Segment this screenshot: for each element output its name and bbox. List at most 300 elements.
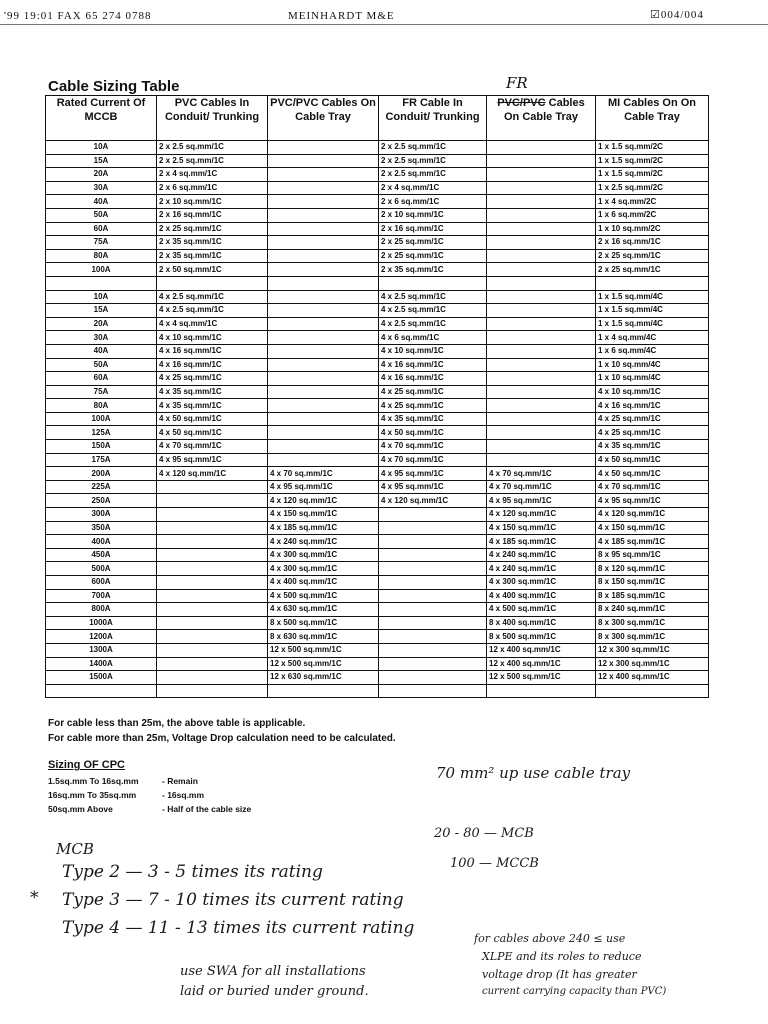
- cable-size-cell: 4 x 25 sq.mm/1C: [596, 426, 709, 440]
- cable-size-cell: 1 x 1.5 sq.mm/4C: [596, 304, 709, 318]
- cable-size-cell: [157, 276, 268, 290]
- cable-size-cell: [268, 208, 379, 222]
- rating-cell: 150A: [46, 440, 157, 454]
- rating-cell: 40A: [46, 195, 157, 209]
- cable-size-cell: 4 x 150 sq.mm/1C: [268, 508, 379, 522]
- cable-size-cell: [268, 304, 379, 318]
- fax-company: MEINHARDT M&E: [288, 10, 395, 22]
- table-row: [46, 657, 709, 671]
- cable-size-cell: [379, 521, 487, 535]
- cable-size-cell: 8 x 240 sq.mm/1C: [596, 603, 709, 617]
- cpc-rule: - Half of the cable size: [162, 804, 252, 814]
- cable-size-cell: 1 x 10 sq.mm/4C: [596, 372, 709, 386]
- cable-size-cell: 2 x 10 sq.mm/1C: [157, 195, 268, 209]
- cable-size-cell: 4 x 10 sq.mm/1C: [379, 344, 487, 358]
- cable-size-cell: 4 x 95 sq.mm/1C: [379, 467, 487, 481]
- cable-size-cell: [268, 344, 379, 358]
- rating-cell: 1300A: [46, 643, 157, 657]
- cable-size-cell: 12 x 500 sq.mm/1C: [487, 671, 596, 685]
- cable-size-cell: [487, 453, 596, 467]
- cable-size-cell: 12 x 400 sq.mm/1C: [596, 671, 709, 685]
- cable-size-cell: 4 x 630 sq.mm/1C: [268, 603, 379, 617]
- rating-cell: 75A: [46, 385, 157, 399]
- cable-size-cell: [379, 535, 487, 549]
- cpc-heading: Sizing OF CPC: [48, 759, 125, 771]
- cable-size-cell: 1 x 1.5 sq.mm/4C: [596, 317, 709, 331]
- cable-size-cell: 2 x 2.5 sq.mm/1C: [379, 168, 487, 182]
- cable-size-cell: 4 x 185 sq.mm/1C: [487, 535, 596, 549]
- rating-cell: 500A: [46, 562, 157, 576]
- rating-cell: 1400A: [46, 657, 157, 671]
- table-row: [46, 141, 709, 155]
- cable-size-cell: [268, 181, 379, 195]
- cpc-range: 16sq.mm To 35sq.mm: [48, 790, 137, 800]
- cable-size-cell: 4 x 35 sq.mm/1C: [596, 440, 709, 454]
- cable-size-cell: 4 x 10 sq.mm/1C: [157, 331, 268, 345]
- fax-page-number: ☑004/004: [650, 9, 704, 21]
- cable-size-cell: 4 x 95 sq.mm/1C: [268, 480, 379, 494]
- cable-size-cell: [268, 426, 379, 440]
- rating-cell: 100A: [46, 263, 157, 277]
- handwritten-xlpe-1: for cables above 240 ≤ use: [474, 932, 626, 945]
- cable-size-cell: [157, 508, 268, 522]
- cable-size-cell: 4 x 6 sq.mm/1C: [379, 331, 487, 345]
- cpc-rule: - Remain: [162, 776, 198, 786]
- cable-size-cell: [487, 208, 596, 222]
- table-row: [46, 412, 709, 426]
- cable-size-cell: 1 x 1.5 sq.mm/2C: [596, 154, 709, 168]
- table-row: [46, 643, 709, 657]
- cable-size-cell: 4 x 150 sq.mm/1C: [596, 521, 709, 535]
- cable-size-cell: 4 x 10 sq.mm/1C: [596, 385, 709, 399]
- cable-size-cell: 4 x 50 sq.mm/1C: [157, 412, 268, 426]
- cable-size-cell: 4 x 2.5 sq.mm/1C: [157, 290, 268, 304]
- cpc-row: [48, 776, 198, 786]
- cable-size-cell: [157, 657, 268, 671]
- cable-size-cell: 2 x 6 sq.mm/1C: [157, 181, 268, 195]
- table-row: [46, 453, 709, 467]
- cable-size-cell: [487, 684, 596, 698]
- cable-size-cell: [268, 412, 379, 426]
- cable-size-cell: 4 x 300 sq.mm/1C: [487, 576, 596, 590]
- cable-size-cell: [379, 657, 487, 671]
- table-row: [46, 344, 709, 358]
- cable-sizing-table: [45, 95, 709, 698]
- table-row: [46, 249, 709, 263]
- cable-size-cell: [157, 671, 268, 685]
- cable-size-cell: 4 x 240 sq.mm/1C: [487, 562, 596, 576]
- cable-size-cell: [487, 304, 596, 318]
- header-pvc-conduit: PVC Cables In Conduit/ Trunking: [157, 96, 268, 141]
- table-row: [46, 181, 709, 195]
- cable-size-cell: [379, 576, 487, 590]
- handwritten-mcb-range: 20 - 80 — MCB: [434, 826, 534, 841]
- cable-size-cell: [487, 154, 596, 168]
- cable-size-cell: 2 x 2.5 sq.mm/1C: [157, 154, 268, 168]
- header-pvc-tray: PVC/PVC Cables On Cable Tray: [268, 96, 379, 141]
- cable-size-cell: 2 x 2.5 sq.mm/1C: [157, 141, 268, 155]
- cable-size-cell: 4 x 120 sq.mm/1C: [596, 508, 709, 522]
- struck-text: PVC/PVC: [497, 97, 546, 109]
- table-row: [46, 195, 709, 209]
- cable-size-cell: [379, 643, 487, 657]
- cable-size-cell: 4 x 500 sq.mm/1C: [487, 603, 596, 617]
- rating-cell: 400A: [46, 535, 157, 549]
- handwritten-swa-2: laid or buried under ground.: [180, 984, 369, 999]
- cable-size-cell: 1 x 6 sq.mm/2C: [596, 208, 709, 222]
- cable-size-cell: 4 x 120 sq.mm/1C: [157, 467, 268, 481]
- cable-size-cell: [157, 480, 268, 494]
- cable-size-cell: [379, 276, 487, 290]
- table-row: [46, 317, 709, 331]
- rating-cell: 20A: [46, 317, 157, 331]
- cable-size-cell: 2 x 25 sq.mm/1C: [157, 222, 268, 236]
- cable-size-cell: 12 x 300 sq.mm/1C: [596, 643, 709, 657]
- fr-annotation: FR: [506, 74, 528, 92]
- rating-cell: [46, 276, 157, 290]
- rating-cell: 60A: [46, 372, 157, 386]
- cable-size-cell: 4 x 16 sq.mm/1C: [379, 358, 487, 372]
- cable-size-cell: 1 x 10 sq.mm/4C: [596, 358, 709, 372]
- rating-cell: 100A: [46, 412, 157, 426]
- rating-cell: 450A: [46, 548, 157, 562]
- cable-size-cell: 4 x 35 sq.mm/1C: [157, 385, 268, 399]
- cable-size-cell: [487, 222, 596, 236]
- table-row: [46, 521, 709, 535]
- cable-size-cell: [157, 548, 268, 562]
- cable-size-cell: 4 x 300 sq.mm/1C: [268, 548, 379, 562]
- table-row: [46, 154, 709, 168]
- note-short-cable: For cable less than 25m, the above table is applicable.: [48, 718, 306, 729]
- table-row: [46, 168, 709, 182]
- rating-cell: 225A: [46, 480, 157, 494]
- cable-size-cell: [157, 643, 268, 657]
- cable-size-cell: 4 x 500 sq.mm/1C: [268, 589, 379, 603]
- cable-size-cell: [157, 562, 268, 576]
- table-row: [46, 440, 709, 454]
- cable-size-cell: 2 x 35 sq.mm/1C: [379, 263, 487, 277]
- cable-size-cell: 4 x 70 sq.mm/1C: [596, 480, 709, 494]
- cable-size-cell: [268, 276, 379, 290]
- cable-size-cell: [379, 630, 487, 644]
- cable-size-cell: 1 x 10 sq.mm/2C: [596, 222, 709, 236]
- cable-size-cell: 4 x 120 sq.mm/1C: [268, 494, 379, 508]
- header-rated-current: Rated Current Of MCCB: [46, 96, 157, 141]
- rating-cell: 250A: [46, 494, 157, 508]
- handwritten-type4: Type 4 — 11 - 13 times its current rating: [62, 918, 415, 938]
- cable-size-cell: 1 x 2.5 sq.mm/2C: [596, 181, 709, 195]
- cable-size-cell: [268, 249, 379, 263]
- cable-size-cell: [157, 535, 268, 549]
- cable-size-cell: [487, 317, 596, 331]
- cable-size-cell: [157, 603, 268, 617]
- rating-cell: 10A: [46, 290, 157, 304]
- cable-size-cell: 2 x 4 sq.mm/1C: [157, 168, 268, 182]
- rating-cell: 15A: [46, 304, 157, 318]
- table-row: [46, 603, 709, 617]
- cable-size-cell: 4 x 185 sq.mm/1C: [596, 535, 709, 549]
- table-row: [46, 426, 709, 440]
- table-row: [46, 358, 709, 372]
- fax-sender-line: '99 19:01 FAX 65 274 0788: [4, 10, 152, 22]
- rating-cell: 80A: [46, 399, 157, 413]
- cable-size-cell: 8 x 120 sq.mm/1C: [596, 562, 709, 576]
- cable-size-cell: [268, 222, 379, 236]
- cable-size-cell: [487, 372, 596, 386]
- rating-cell: 50A: [46, 358, 157, 372]
- cable-size-cell: [268, 440, 379, 454]
- cable-size-cell: [487, 249, 596, 263]
- rating-cell: 40A: [46, 344, 157, 358]
- cable-size-cell: 4 x 185 sq.mm/1C: [268, 521, 379, 535]
- cable-size-cell: 4 x 95 sq.mm/1C: [379, 480, 487, 494]
- cable-size-cell: 4 x 25 sq.mm/1C: [379, 399, 487, 413]
- header-mi-tray: MI Cables On On Cable Tray: [596, 96, 709, 141]
- cable-size-cell: [268, 141, 379, 155]
- cable-size-cell: [487, 440, 596, 454]
- table-row: [46, 684, 709, 698]
- cable-size-cell: 1 x 1.5 sq.mm/4C: [596, 290, 709, 304]
- cable-size-cell: 4 x 2.5 sq.mm/1C: [379, 304, 487, 318]
- cable-size-cell: [487, 141, 596, 155]
- cable-size-cell: [379, 589, 487, 603]
- cable-size-cell: [379, 508, 487, 522]
- table-row: [46, 576, 709, 590]
- cable-size-cell: 12 x 500 sq.mm/1C: [268, 657, 379, 671]
- cable-size-cell: 12 x 300 sq.mm/1C: [596, 657, 709, 671]
- cable-size-cell: 4 x 70 sq.mm/1C: [487, 480, 596, 494]
- cable-size-cell: 2 x 4 sq.mm/1C: [379, 181, 487, 195]
- table-row: [46, 263, 709, 277]
- cable-size-cell: 8 x 400 sq.mm/1C: [487, 616, 596, 630]
- cable-size-cell: 2 x 10 sq.mm/1C: [379, 208, 487, 222]
- rating-cell: [46, 684, 157, 698]
- table-row: [46, 616, 709, 630]
- cable-size-cell: [268, 317, 379, 331]
- table-row: [46, 589, 709, 603]
- table-row: [46, 562, 709, 576]
- table-body: [46, 141, 709, 698]
- table-row: [46, 508, 709, 522]
- cable-size-cell: 4 x 240 sq.mm/1C: [487, 548, 596, 562]
- cable-size-cell: 4 x 50 sq.mm/1C: [596, 453, 709, 467]
- cable-size-cell: [487, 276, 596, 290]
- cable-size-cell: [379, 684, 487, 698]
- cable-size-cell: 8 x 95 sq.mm/1C: [596, 548, 709, 562]
- table-row: [46, 222, 709, 236]
- cable-size-cell: [379, 562, 487, 576]
- cable-size-cell: [596, 684, 709, 698]
- cable-size-cell: 4 x 25 sq.mm/1C: [157, 372, 268, 386]
- cable-size-cell: 2 x 25 sq.mm/1C: [596, 249, 709, 263]
- cable-size-cell: [487, 195, 596, 209]
- cable-size-cell: [379, 671, 487, 685]
- cable-size-cell: [157, 589, 268, 603]
- cable-size-cell: [487, 344, 596, 358]
- table-row: [46, 535, 709, 549]
- rating-cell: 125A: [46, 426, 157, 440]
- cable-size-cell: 2 x 35 sq.mm/1C: [157, 249, 268, 263]
- cable-size-cell: 2 x 50 sq.mm/1C: [157, 263, 268, 277]
- table-row: [46, 630, 709, 644]
- handwritten-star: *: [30, 888, 39, 908]
- cable-size-cell: 2 x 25 sq.mm/1C: [379, 236, 487, 250]
- cpc-range: 50sq.mm Above: [48, 804, 113, 814]
- table-row: [46, 480, 709, 494]
- cable-size-cell: 1 x 6 sq.mm/4C: [596, 344, 709, 358]
- cable-size-cell: [268, 236, 379, 250]
- cable-size-cell: 4 x 70 sq.mm/1C: [379, 453, 487, 467]
- rating-cell: 800A: [46, 603, 157, 617]
- cable-size-cell: [268, 684, 379, 698]
- rating-cell: 60A: [46, 222, 157, 236]
- cable-size-cell: 2 x 16 sq.mm/1C: [157, 208, 268, 222]
- cable-size-cell: 4 x 50 sq.mm/1C: [157, 426, 268, 440]
- rating-cell: 1200A: [46, 630, 157, 644]
- handwritten-xlpe-2: XLPE and its roles to reduce: [482, 950, 642, 963]
- cable-size-cell: [487, 290, 596, 304]
- cable-size-cell: [487, 263, 596, 277]
- cable-size-cell: 1 x 4 sq.mm/4C: [596, 331, 709, 345]
- table-row: [46, 236, 709, 250]
- rating-cell: 80A: [46, 249, 157, 263]
- cable-size-cell: [268, 399, 379, 413]
- table-row: [46, 385, 709, 399]
- cable-size-cell: [596, 276, 709, 290]
- cable-size-cell: 4 x 4 sq.mm/1C: [157, 317, 268, 331]
- rating-cell: 20A: [46, 168, 157, 182]
- table-row: [46, 671, 709, 685]
- cable-size-cell: 4 x 400 sq.mm/1C: [487, 589, 596, 603]
- cable-size-cell: 4 x 240 sq.mm/1C: [268, 535, 379, 549]
- table-header-row: [46, 96, 709, 141]
- cable-size-cell: [487, 181, 596, 195]
- rating-cell: 30A: [46, 181, 157, 195]
- cable-size-cell: [487, 426, 596, 440]
- cable-size-cell: 4 x 50 sq.mm/1C: [379, 426, 487, 440]
- cable-size-cell: [268, 385, 379, 399]
- cable-size-cell: [487, 168, 596, 182]
- cable-size-cell: 4 x 2.5 sq.mm/1C: [379, 290, 487, 304]
- handwritten-mcb-heading: MCB: [56, 840, 94, 858]
- cable-size-cell: 4 x 16 sq.mm/1C: [157, 344, 268, 358]
- cable-size-cell: 4 x 25 sq.mm/1C: [596, 412, 709, 426]
- handwritten-swa-1: use SWA for all installations: [180, 964, 366, 979]
- cable-size-cell: 4 x 150 sq.mm/1C: [487, 521, 596, 535]
- rating-cell: 10A: [46, 141, 157, 155]
- cable-size-cell: 1 x 1.5 sq.mm/2C: [596, 168, 709, 182]
- cpc-row: [48, 790, 205, 800]
- cable-size-cell: [268, 168, 379, 182]
- table-row: [46, 372, 709, 386]
- cable-size-cell: 2 x 16 sq.mm/1C: [379, 222, 487, 236]
- cable-size-cell: [157, 576, 268, 590]
- table-row: [46, 331, 709, 345]
- cable-size-cell: 4 x 120 sq.mm/1C: [379, 494, 487, 508]
- cable-size-cell: [379, 548, 487, 562]
- table-row: [46, 208, 709, 222]
- header-pvc-tray-struck: PVC/PVC Cables On Cable Tray: [487, 96, 596, 141]
- cable-size-cell: 4 x 70 sq.mm/1C: [487, 467, 596, 481]
- cable-size-cell: 12 x 400 sq.mm/1C: [487, 643, 596, 657]
- rating-cell: 1500A: [46, 671, 157, 685]
- cable-size-cell: 8 x 150 sq.mm/1C: [596, 576, 709, 590]
- cable-size-cell: [268, 263, 379, 277]
- cable-size-cell: 4 x 70 sq.mm/1C: [157, 440, 268, 454]
- cable-size-cell: 4 x 2.5 sq.mm/1C: [379, 317, 487, 331]
- rating-cell: 75A: [46, 236, 157, 250]
- handwritten-tray-note: 70 mm² up use cable tray: [436, 764, 631, 782]
- cable-size-cell: [487, 385, 596, 399]
- cable-size-cell: [379, 603, 487, 617]
- rating-cell: 300A: [46, 508, 157, 522]
- cable-size-cell: [268, 453, 379, 467]
- cable-size-cell: 4 x 16 sq.mm/1C: [157, 358, 268, 372]
- rating-cell: 350A: [46, 521, 157, 535]
- table-row: [46, 494, 709, 508]
- cable-size-cell: [487, 236, 596, 250]
- cable-size-cell: [487, 358, 596, 372]
- cable-size-cell: 4 x 2.5 sq.mm/1C: [157, 304, 268, 318]
- cable-size-cell: 4 x 35 sq.mm/1C: [157, 399, 268, 413]
- handwritten-type2: Type 2 — 3 - 5 times its rating: [62, 862, 323, 882]
- cable-size-cell: 4 x 35 sq.mm/1C: [379, 412, 487, 426]
- fax-header: [0, 8, 768, 25]
- header-fr-conduit: FR Cable In Conduit/ Trunking: [379, 96, 487, 141]
- cable-size-cell: 1 x 4 sq.mm/2C: [596, 195, 709, 209]
- table-row: [46, 304, 709, 318]
- page-title: Cable Sizing Table: [48, 78, 180, 95]
- cable-size-cell: 2 x 16 sq.mm/1C: [596, 236, 709, 250]
- cable-size-cell: [487, 412, 596, 426]
- rating-cell: 30A: [46, 331, 157, 345]
- cable-size-cell: 1 x 1.5 sq.mm/2C: [596, 141, 709, 155]
- cable-size-cell: 2 x 6 sq.mm/1C: [379, 195, 487, 209]
- cable-size-cell: 4 x 95 sq.mm/1C: [157, 453, 268, 467]
- cpc-rule: - 16sq.mm: [162, 790, 205, 800]
- note-long-cable: For cable more than 25m, Voltage Drop calculation need to be calculated.: [48, 733, 396, 744]
- cable-size-cell: [487, 399, 596, 413]
- cable-size-cell: [157, 521, 268, 535]
- cpc-row: [48, 804, 252, 814]
- cable-size-cell: [268, 154, 379, 168]
- cable-size-cell: [487, 331, 596, 345]
- rating-cell: 200A: [46, 467, 157, 481]
- cable-size-cell: 8 x 500 sq.mm/1C: [487, 630, 596, 644]
- rating-cell: 50A: [46, 208, 157, 222]
- handwritten-xlpe-3: voltage drop (It has greater: [482, 968, 637, 981]
- handwritten-mccb-range: 100 — MCCB: [450, 856, 539, 871]
- cable-size-cell: 4 x 70 sq.mm/1C: [268, 467, 379, 481]
- cable-size-cell: 4 x 400 sq.mm/1C: [268, 576, 379, 590]
- rating-cell: 15A: [46, 154, 157, 168]
- cable-size-cell: [157, 630, 268, 644]
- cable-size-cell: 2 x 25 sq.mm/1C: [596, 263, 709, 277]
- cable-size-cell: 12 x 500 sq.mm/1C: [268, 643, 379, 657]
- cable-size-cell: 8 x 300 sq.mm/1C: [596, 616, 709, 630]
- rating-cell: 600A: [46, 576, 157, 590]
- cable-size-cell: [268, 358, 379, 372]
- cable-size-cell: [268, 372, 379, 386]
- cable-size-cell: 4 x 120 sq.mm/1C: [487, 508, 596, 522]
- rating-cell: 175A: [46, 453, 157, 467]
- cable-size-cell: 4 x 95 sq.mm/1C: [596, 494, 709, 508]
- cable-size-cell: 8 x 300 sq.mm/1C: [596, 630, 709, 644]
- cable-size-cell: [157, 684, 268, 698]
- cable-size-cell: 8 x 630 sq.mm/1C: [268, 630, 379, 644]
- table-row: [46, 467, 709, 481]
- cable-size-cell: 4 x 16 sq.mm/1C: [379, 372, 487, 386]
